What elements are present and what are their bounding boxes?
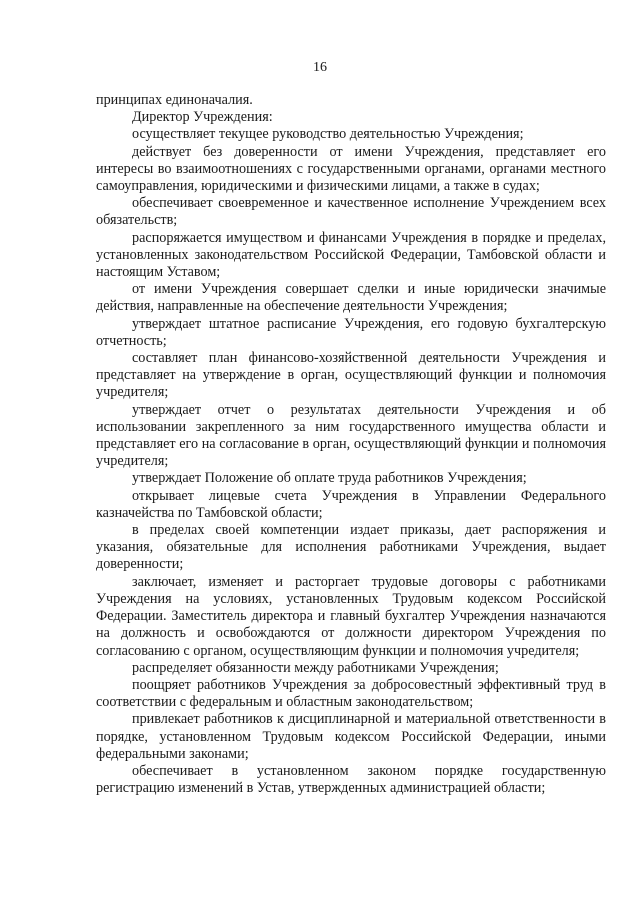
document-body — [96, 92, 606, 797]
paragraph-duty: утверждает штатное расписание Учреждения, его годовую бухгалтерскую отчетность; — [96, 315, 606, 349]
paragraph-duty: распределяет обязанности между работниками Учреждения; — [132, 659, 499, 676]
paragraph-duty: обеспечивает в установленном законом порядке государственную регистрацию изменений в Устав, утвержденных администрацией области; — [96, 762, 606, 797]
paragraph-continuation: принципах единоначалия. — [96, 92, 253, 108]
paragraph-duty: заключает, изменяет и расторгает трудовые договоры с работниками Учреждения на условиях, установленных Трудовым кодексом Российской Федерации. Заместитель директора и главный бухгалтер Учреждения назначаются на должность и освобождаются от должности директором Учреждения по согласованию с органом, осуществляющим функции и полномочия учредителя; — [96, 573, 606, 659]
paragraph-duty: обеспечивает своевременное и качественное исполнение Учреждением всех обязательств; — [96, 195, 606, 229]
paragraph-duty: распоряжается имуществом и финансами Учреждения в порядке и пределах, установленных законодательством Российской Федерации, Тамбовской области и настоящим Уставом; — [96, 229, 606, 281]
paragraph-duty: утверждает Положение об оплате труда работников Учреждения; — [132, 470, 527, 487]
paragraph-director-heading: Директор Учреждения: — [132, 109, 273, 126]
paragraph-duty: осуществляет текущее руководство деятельностью Учреждения; — [132, 126, 524, 143]
paragraph-duty: привлекает работников к дисциплинарной и материальной ответственности в порядке, установленном Трудовым кодексом Российской Федерации, иными федеральными законами; — [96, 711, 606, 762]
paragraph-duty: в пределах своей компетенции издает приказы, дает распоряжения и указания, обязательные для исполнения работниками Учреждения, выдает доверенности; — [96, 522, 606, 573]
paragraph-duty: составляет план финансово-хозяйственной деятельности Учреждения и представляет на утверждение в орган, осуществляющий функции и полномочия учредителя; — [96, 350, 606, 401]
paragraph-duty: утверждает отчет о результатах деятельности Учреждения и об использовании закрепленного за ним государственного имущества области и представляет его на согласование в орган, осуществляющий функции и полномочия учредителя; — [96, 401, 606, 470]
page-number: 16 — [313, 60, 327, 75]
paragraph-duty: действует без доверенности от имени Учреждения, представляет его интересы во взаимоотношениях с государственными органами, органами местного самоуправления, юридическими и физическими лицами, а также в судах; — [96, 143, 606, 195]
paragraph-duty: от имени Учреждения совершает сделки и иные юридически значимые действия, направленные на обеспечение деятельности Учреждения; — [96, 281, 606, 315]
paragraph-duty: поощряет работников Учреждения за добросовестный эффективный труд в соответствии с федеральным и областным законодательством; — [96, 676, 606, 711]
paragraph-duty: открывает лицевые счета Учреждения в Управлении Федерального казначейства по Тамбовской области; — [96, 487, 606, 521]
